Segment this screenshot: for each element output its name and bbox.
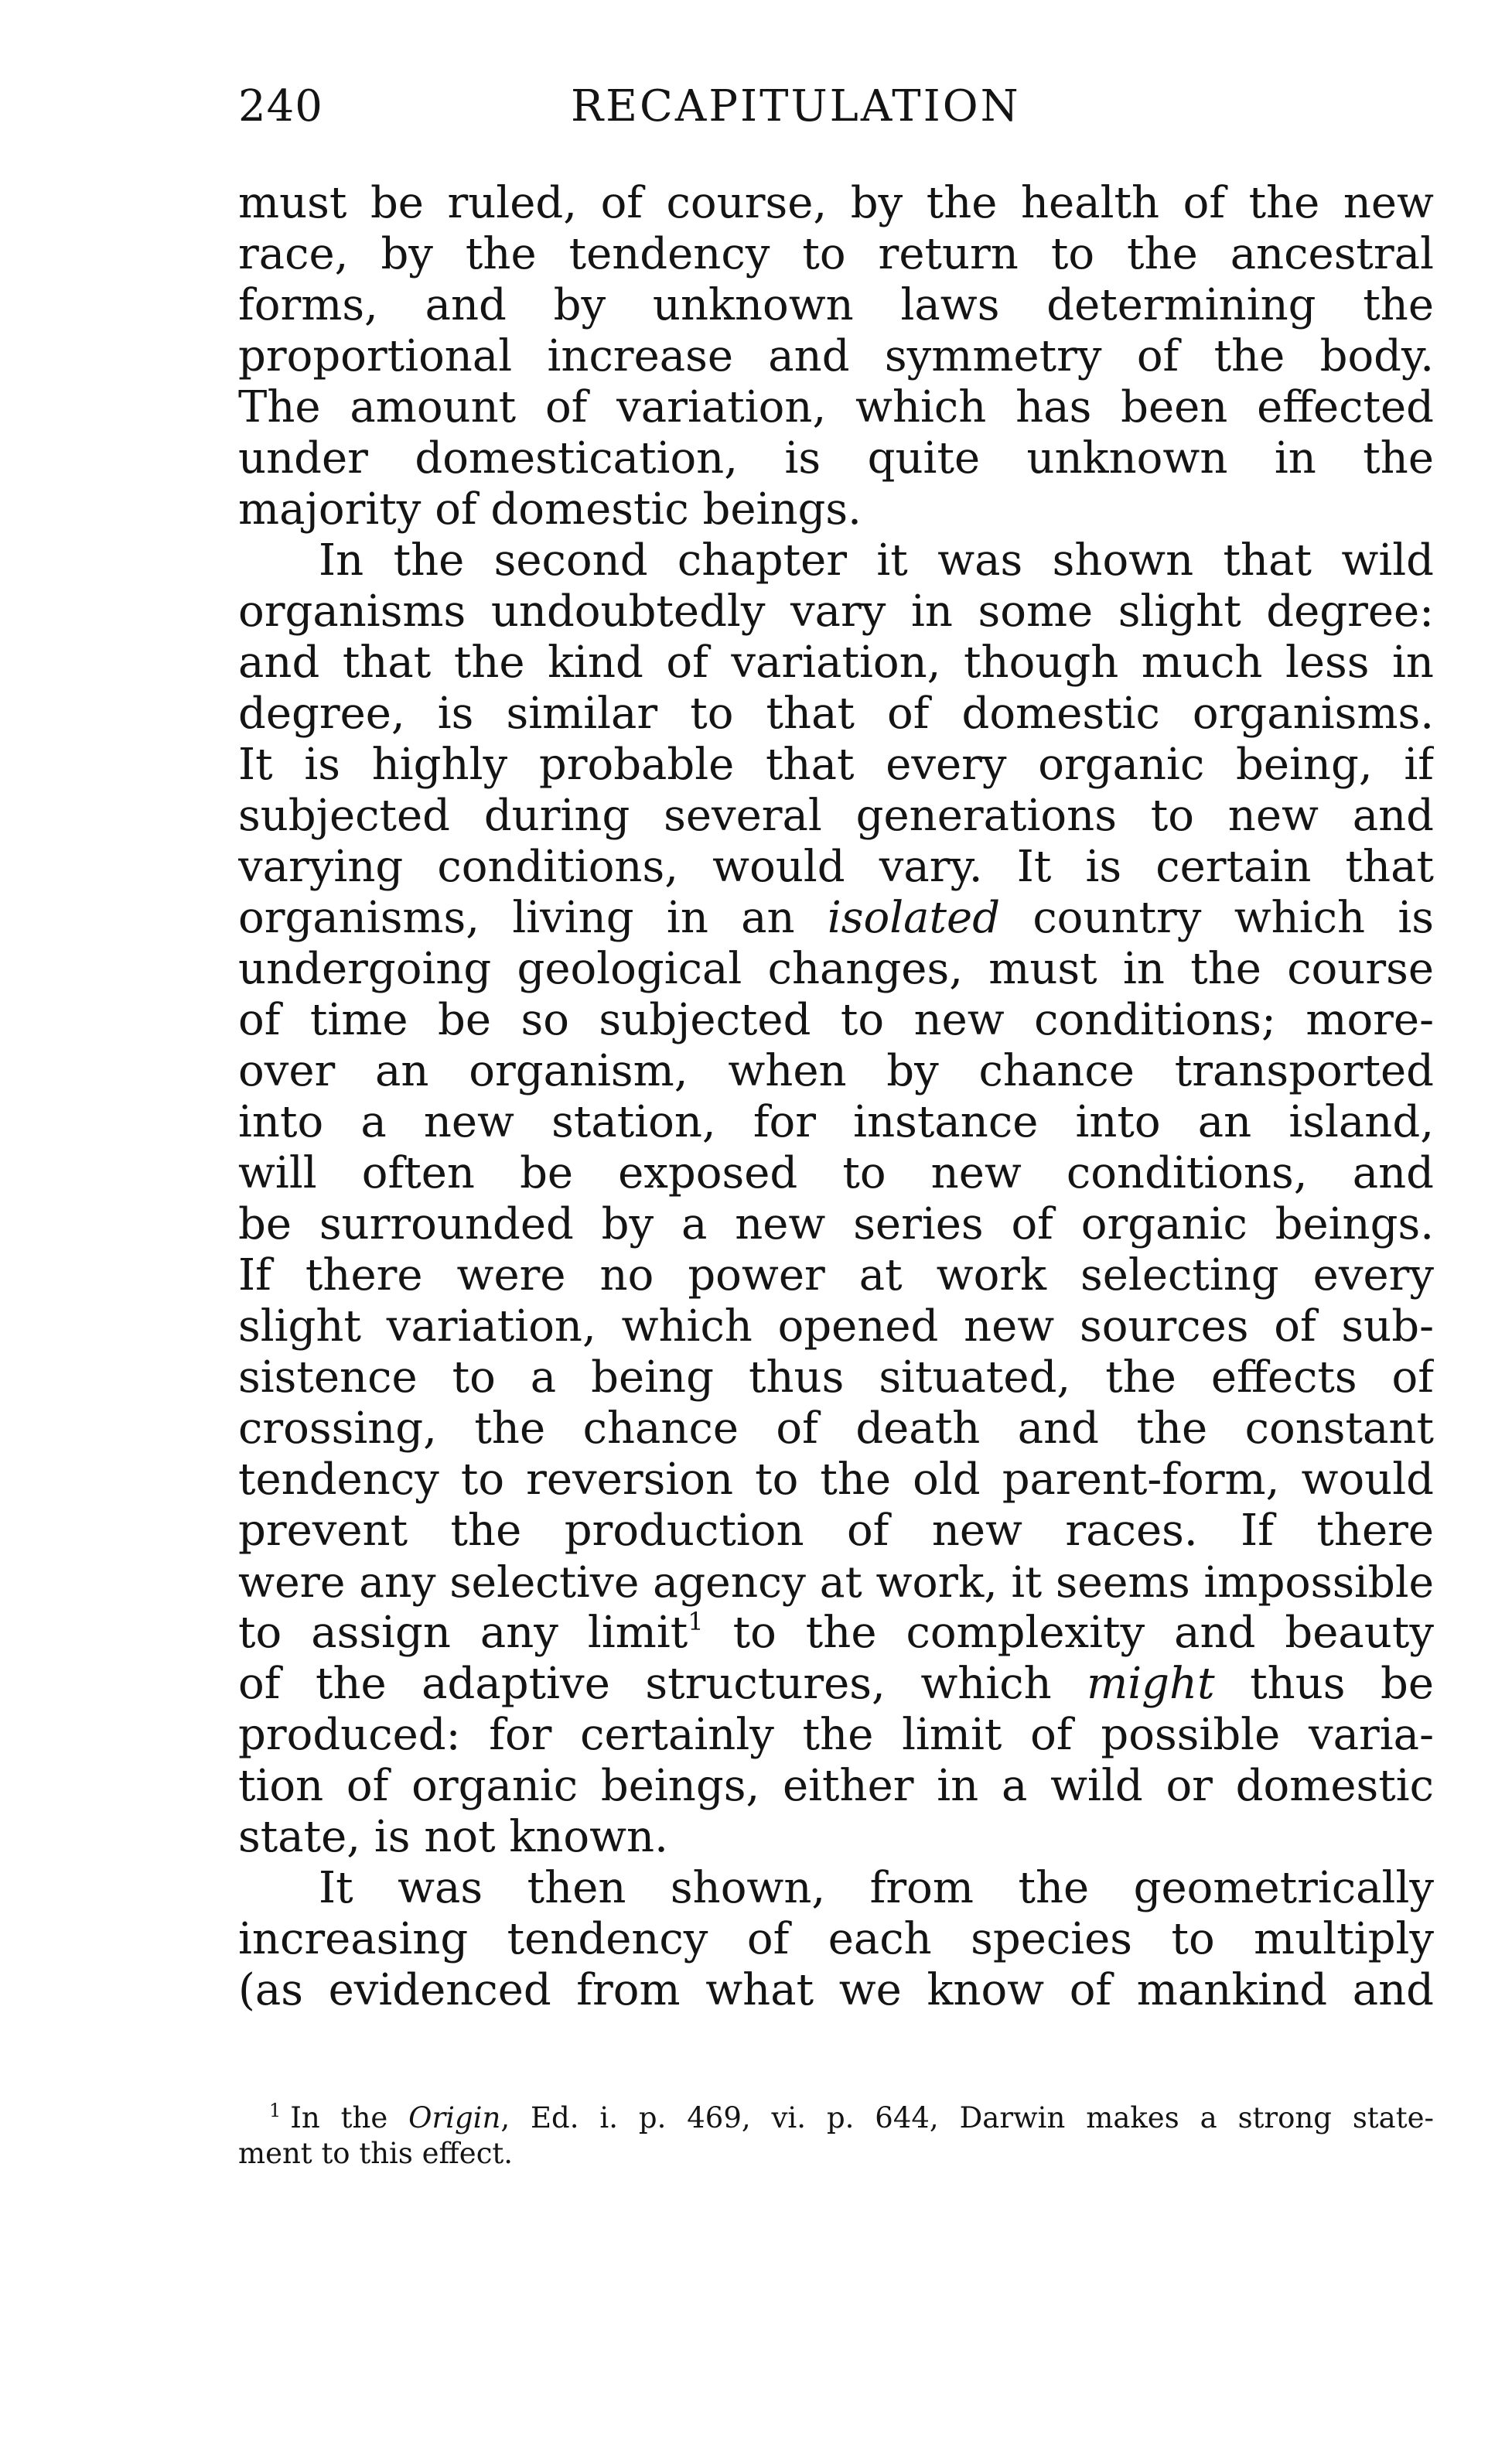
text-line: (as evidenced from what we know of mankind and [238,1965,1434,2015]
text-line: produced: for certainly the limit of possible varia- [238,1710,1434,1760]
running-head: RECAPITULATION [571,81,1021,132]
footnote-marker: 1 [269,2100,282,2121]
paragraph-start-line: It was then shown, from the geometrically [319,1863,1434,1913]
text-line: It is highly probable that every organic being, if [238,740,1434,790]
text-line: If there were no power at work selecting every [238,1250,1434,1300]
text-line: varying conditions, would vary. It is certain that [238,842,1434,892]
text-line: and that the kind of variation, though much less in [238,637,1434,688]
page-header [238,76,1434,138]
footnote-line: $^1$ In the Origin, Ed. i. p. 469, vi. p. 644, Darwin makes a strong state- [269,2100,1434,2134]
italic-title: Origin [408,2101,501,2134]
text-line: proportional increase and symmetry of the body. [238,331,1434,381]
text-line: slight variation, which opened new sources of sub- [238,1301,1434,1352]
page-number: 240 [238,81,323,132]
text-line: forms, and by unknown laws determining the [238,280,1434,330]
text-line: over an organism, when by chance transported [238,1046,1434,1096]
italic-word: might [1087,1659,1215,1709]
text-line: majority of domestic beings. [238,484,862,535]
text-line: will often be exposed to new conditions, and [238,1148,1434,1198]
text-line: The amount of variation, which has been effected [238,382,1434,432]
footnote-line: ment to this effect. [238,2137,514,2170]
text-line: race, by the tendency to return to the ancestral [238,229,1434,279]
text-line: of time be so subjected to new conditions; more- [238,995,1434,1045]
text-line: increasing tendency of each species to multiply [238,1914,1434,1964]
text-line: be surrounded by a new series of organic beings. [238,1199,1434,1249]
text-line: crossing, the chance of death and the constant [238,1403,1434,1454]
text-line: of the adaptive structures, which might thus be [238,1659,1434,1709]
footnote [238,2100,1434,2172]
text-line: prevent the production of new races. If there [238,1506,1434,1556]
text-line: organisms, living in an isolated country which is [238,893,1434,943]
text-line: into a new station, for instance into an island, [238,1097,1434,1147]
text-line: degree, is similar to that of domestic organisms. [238,689,1434,739]
text-line: under domestication, is quite unknown in the [238,433,1434,484]
body-text [238,178,1434,2016]
footnote-reference[interactable]: 1 [688,1608,704,1636]
text-line: subjected during several generations to new and [238,791,1434,841]
text-line: undergoing geological changes, must in the course [238,944,1434,994]
text-line: tion of organic beings, either in a wild or domestic [238,1761,1434,1811]
text-line: were any selective agency at work, it seems impossible [238,1557,1434,1607]
text-line: sistence to a being thus situated, the effects of [238,1352,1434,1403]
paragraph-start-line: In the second chapter it was shown that wild [319,535,1434,586]
text-line: to assign any limit$^1$ to the complexity and beauty [238,1608,1434,1658]
text-line: state, is not known. [238,1812,668,1862]
text-line: tendency to reversion to the old parent-form, would [238,1454,1434,1505]
text-line: must be ruled, of course, by the health of the new [238,178,1434,228]
text-line: organisms undoubtedly vary in some slight degree: [238,586,1434,637]
italic-word: isolated [827,893,1001,943]
